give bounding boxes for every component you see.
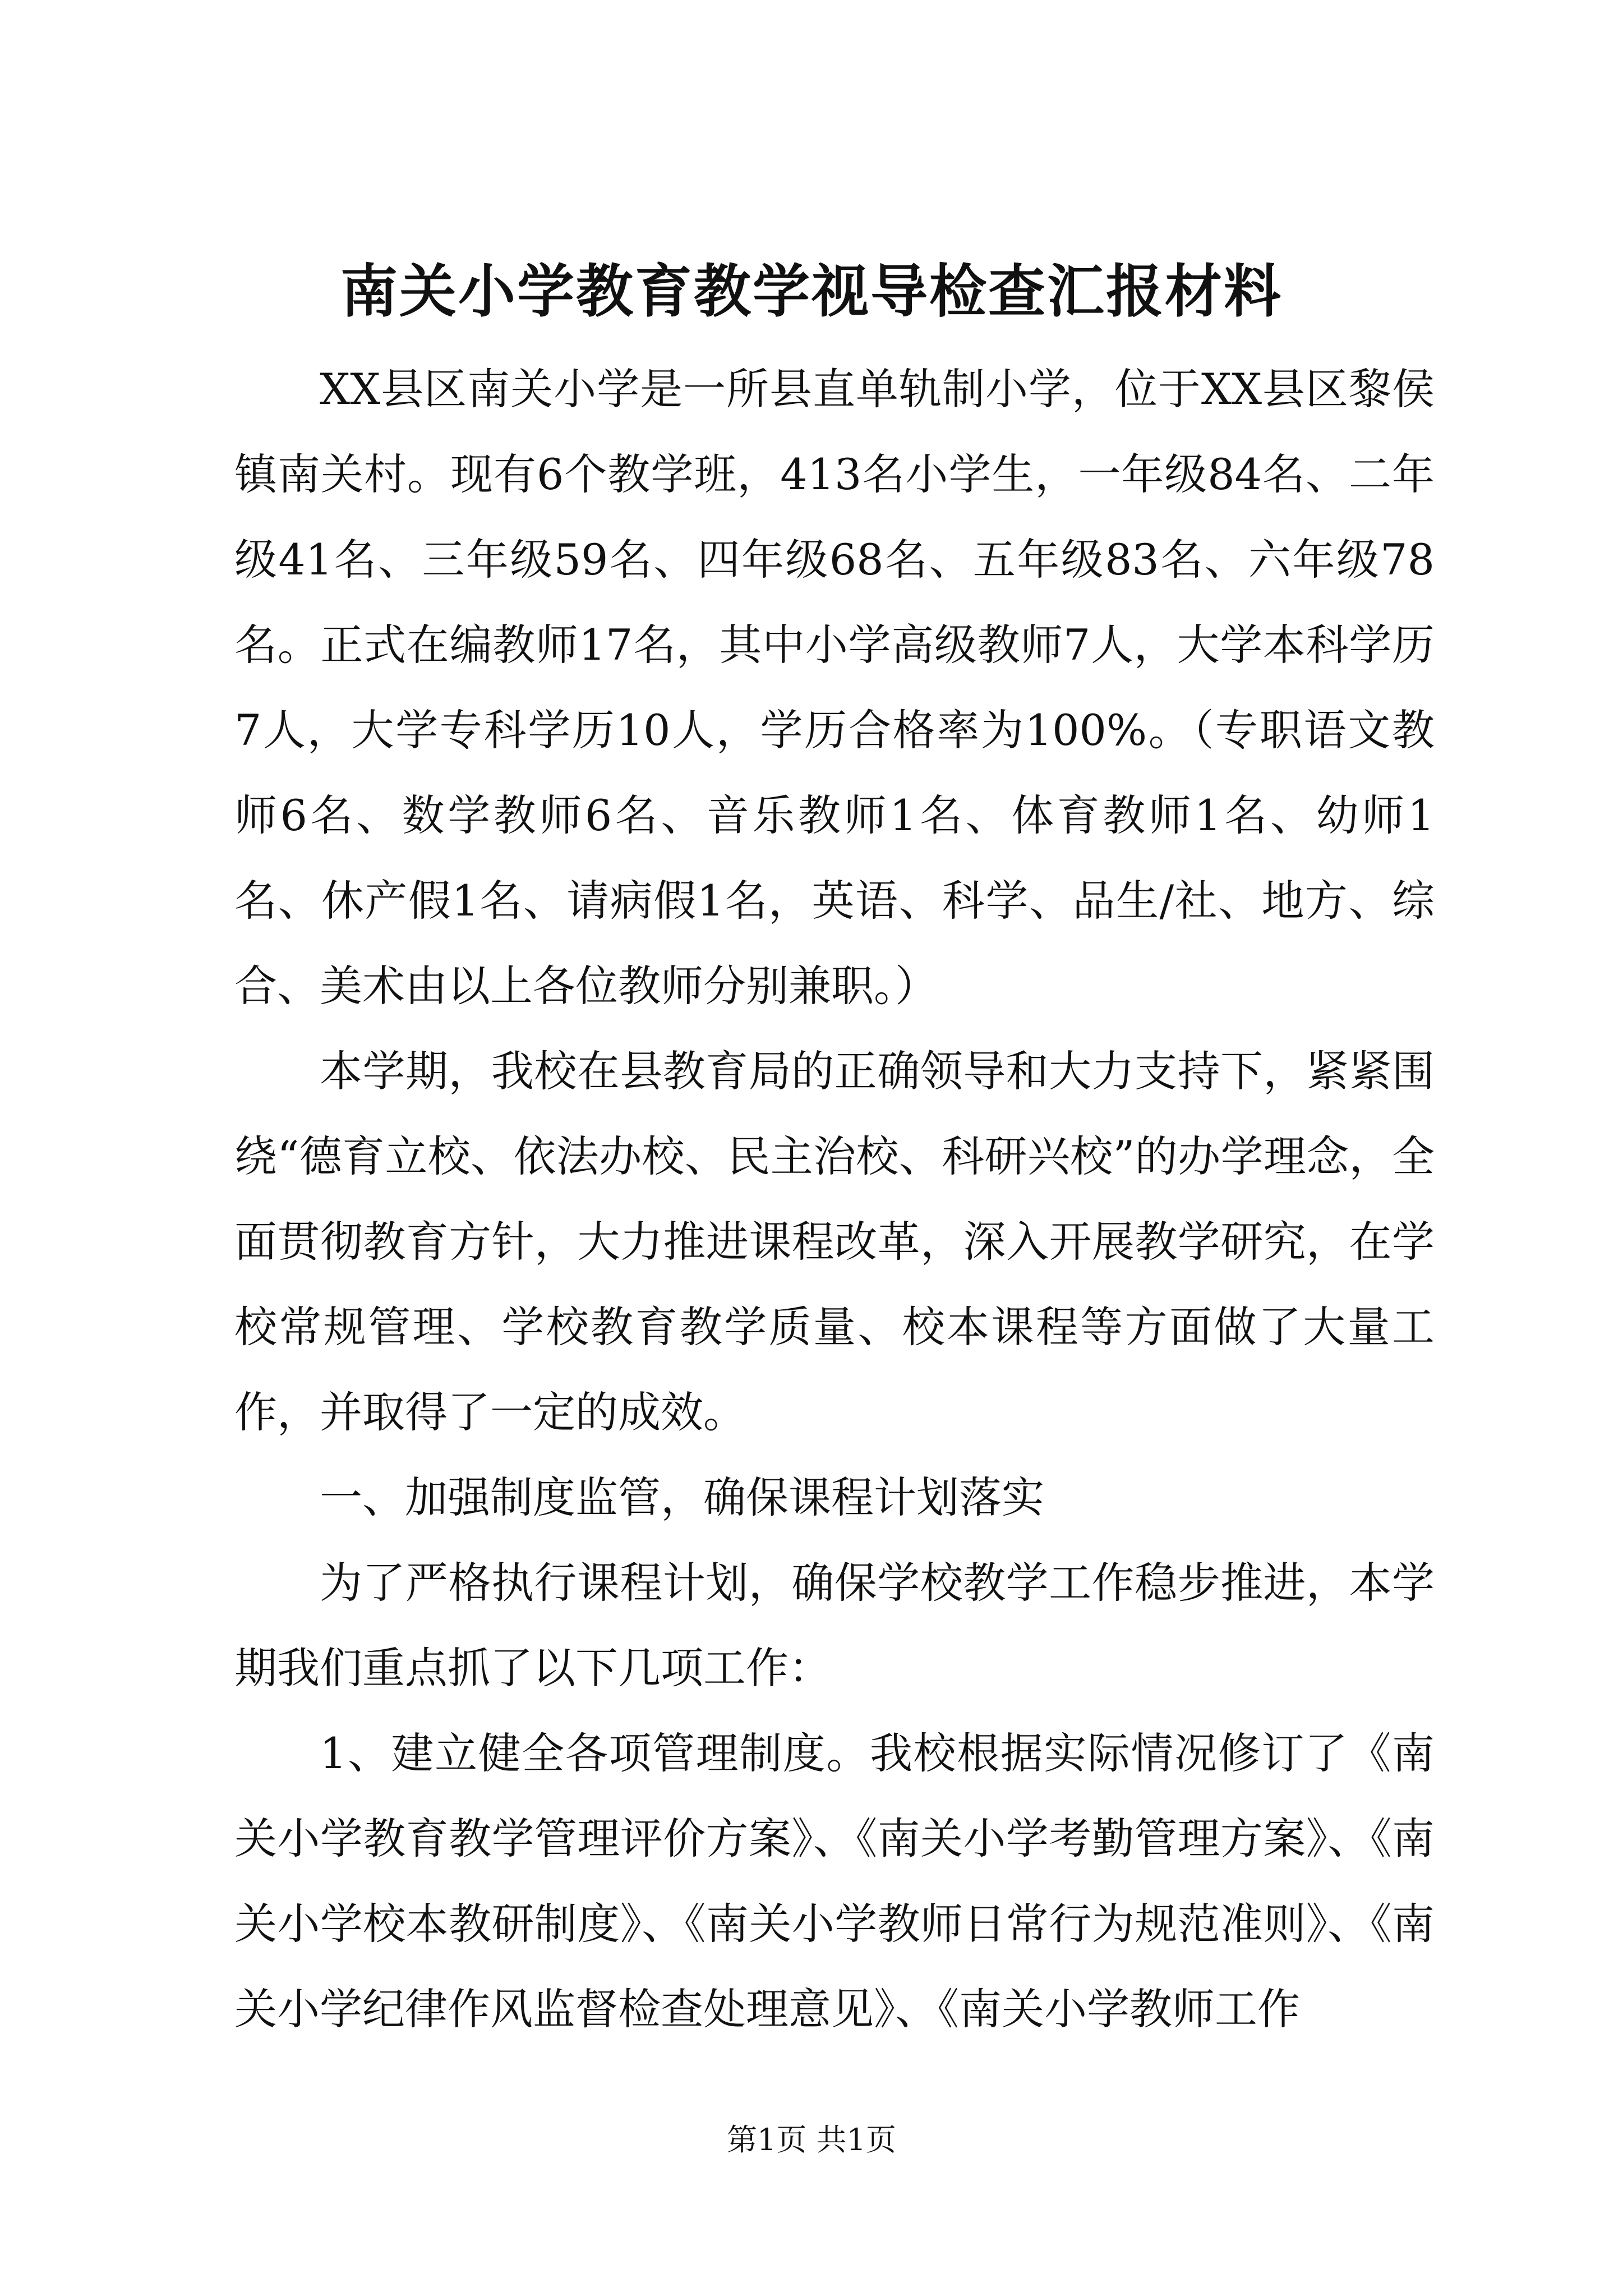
paragraph-curriculum-plan: 为了严格执行课程计划，确保学校教学工作稳步推进，本学期我们重点抓了以下几项工作： xyxy=(234,1558,1435,1693)
document-body xyxy=(234,347,1435,2052)
page-number: 第1页 xyxy=(727,2122,807,2157)
page-footer xyxy=(0,2120,1623,2160)
paragraph-school-overview: XX县区南关小学是一所县直单轨制小学，位于XX县区黎侯镇南关村。现有6个教学班，413名小学生，一年级84名、二年级41名、三年级59名、四年级68名、五年级83名、六年级78名。正式在编教师17名，其中小学高级教师7人，大学本科学历7人，大学专科学历10人，学历合格率为100%。（专职语文教师6名、数学教师6名、音乐教师1名、体育教师1名、幼师1名、休产假1名、请病假1名，英语、科学、品生/社、地方、综合、美术由以上各位教师分别兼职。） xyxy=(234,364,1435,1011)
paragraph-management-rules: 1、建立健全各项管理制度。我校根据实际情况修订了《南关小学教育教学管理评价方案》、《南关小学考勤管理方案》、《南关小学校本教研制度》、《南关小学教师日常行为规范准则》、《南关小学纪律作风监督检查处理意见》、《南关小学教师工作 xyxy=(234,1728,1435,2034)
document-title: 南关小学教育教学视导检查汇报材料 xyxy=(340,258,1283,325)
page-total: 共1页 xyxy=(816,2122,896,2157)
section-heading-1: 一、加强制度监管，确保课程计划落实 xyxy=(320,1473,1044,1522)
paragraph-semester-summary: 本学期，我校在县教育局的正确领导和大力支持下，紧紧围绕“德育立校、依法办校、民主治校、科研兴校”的办学理念，全面贯彻教育方针，大力推进课程改革，深入开展教学研究，在学校常规管理、学校教育教学质量、校本课程等方面做了大量工作，并取得了一定的成效。 xyxy=(234,1046,1435,1437)
